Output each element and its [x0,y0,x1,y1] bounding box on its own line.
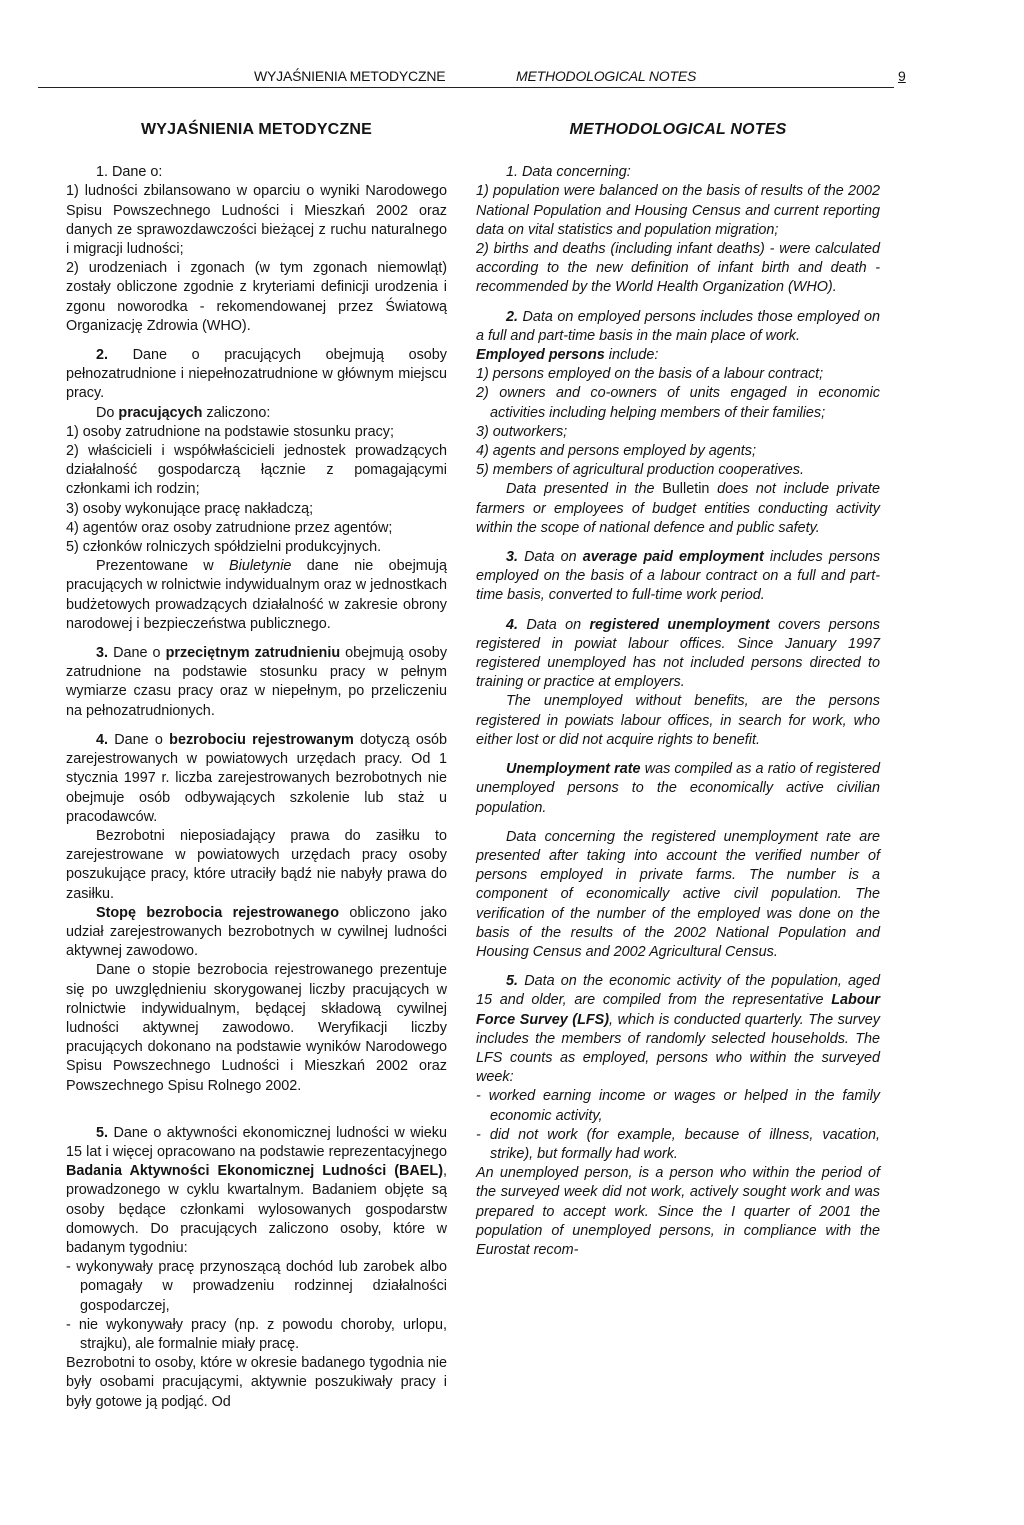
pl-s5-number: 5. [96,1124,109,1141]
pl-s4-b: dotyczą osób zarejestrowanych w powiatowych urzędach pracy. Od 1 stycznia 1997 r. liczba zarejestrowanych bezrobotnych nie obejmuje osób odbywających szkolenie lub staż u pracodawców. [66,731,448,825]
pl-s1-item1: 1) ludności zbilansowano w oparciu o wyniki Narodowego Spisu Powszechnego Ludności i Mieszkań 2002 oraz danych ze sprawozdawczości bieżącej z ruchu naturalnego i migracji ludności; [66,183,447,258]
section-heading-en: METHODOLOGICAL NOTES [569,121,787,138]
pl-s5-last: Bezrobotni to osoby, które w okresie badanego tygodnia nie były osobami pracującymi, aktywnie poszukiwały pracy i były gotowe ją podjąć. Od [66,1355,447,1410]
en-s2-rest: include: [608,347,659,364]
pl-s2-item1: 1) osoby zatrudnione na podstawie stosunku pracy; [66,423,394,440]
pl-s2-bold: pracujących [118,404,203,421]
pl-s3-a: Dane o [113,645,161,662]
en-s2-text: Data on employed persons includes those employed on a full and part-time basis in the main place of work. [476,308,881,344]
page-number: 9 [898,68,906,84]
en-s5-dash2: - did not work (for example, because of illness, vacation, strike), but formally had work. [476,1126,880,1162]
en-s1-item2: 2) births and deaths (including infant deaths) - were calculated according to the new definition of infant birth and death - recommended by the World Health Organization (WHO). [476,241,880,296]
pl-s3-b: obejmują osoby zatrudnione na podstawie stosunku pracy w pełnym wymiarze czasu pracy oraz w niepełnym, po przeliczeniu na pełnozatrudnionych. [66,645,448,719]
section-heading-pl: WYJAŚNIENIA METODYCZNE [140,121,373,138]
running-title-en: METHODOLOGICAL NOTES [516,68,697,84]
pl-s2-rest: zaliczono: [206,404,271,421]
pl-s5-dash2: - nie wykonywały pracy (np. z powodu choroby, urlopu, strajku), ale formalnie miały pracę. [66,1316,447,1352]
en-s2-item2: 2) owners and co-owners of units engaged in economic activities including helping members of their families; [476,385,880,421]
pl-s5-bold: Badania Aktywności Ekonomicznej Ludności (BAEL) [66,1163,443,1180]
en-s3-bold: average paid employment [582,549,764,566]
pl-s4-p3-rest: obliczono jako udział zarejestrowanych bezrobotnych w cywilnej ludności aktywnej zawodowo. [66,904,447,960]
en-s4-p3 [476,760,880,818]
page-header [38,66,906,90]
pl-s3-bold: przeciętnym zatrudnieniu [165,645,341,662]
en-s2-item3: 3) outworkers; [476,423,568,440]
pl-s5-dash1: - wykonywały pracę przynoszącą dochód lub zarobek albo pomagały w prowadzeniu rodzinnej działalności gospodarczej, [66,1259,447,1314]
pl-s4-para [66,731,447,827]
pl-s4-a: Dane o [114,731,163,748]
pl-s4-p3 [66,904,447,962]
en-s2-number: 2. [506,308,519,325]
en-s5-last: An unemployed person, is a person who within the period of the surveyed week did not work, actively sought work and was prepared to accept work. Since the I quarter of 2001 the population of unemployed persons, in compliance with the Eurostat recom- [476,1165,880,1258]
en-s2-presented [476,480,880,538]
pl-s2-item4: 4) agentów oraz osoby zatrudnione przez agentów; [66,519,393,536]
pl-s3-para [66,644,447,721]
pl-s1-intro: 1. Dane o: [96,164,163,181]
en-s4-para [476,616,880,693]
pl-s2-number: 2. [96,347,109,364]
pl-s4-p3-bold: Stopę bezrobocia rejestrowanego [96,904,340,921]
en-s2-para [476,308,880,346]
en-s4-b: covers persons registered in powiat labour offices. Since January 1997 registered unemployed has not included persons directed to training or practice at employers. [476,616,880,691]
en-s2-p-b: does not include private farmers or employees of budget entities conducting activity within the scope of national defence and public safety. [476,481,881,536]
pl-s5-a: Dane o aktywności ekonomicznej ludności w wieku 15 lat i więcej opracowano na podstawie reprezentacyjnego [66,1124,448,1160]
en-s2-bold: Employed persons [476,347,605,364]
pl-s2-presented [66,557,447,634]
pl-s2-para [66,346,447,404]
pl-s3-number: 3. [96,645,109,662]
en-s2-p-a: Data presented in the [506,481,655,498]
pl-s2-item5: 5) członków rolniczych spółdzielni produkcyjnych. [66,539,382,556]
en-s1-intro: 1. Data concerning: [506,164,631,181]
en-s5-para [476,972,880,1087]
en-s3-b: includes persons employed on the basis of a labour contract on a full and part-time basis, converted to full-time work period. [476,549,881,604]
en-s4-number: 4. [506,616,519,633]
pl-s1-item2: 2) urodzeniach i zgonach (w tym zgonach niemowląt) zostały obliczone zgodnie z kryteriami definicji urodzenia i zgonu noworodka - rekomendowanej przez Światową Organizację Zdrowia (WHO). [66,260,447,334]
pl-s2-item2: 2) właścicieli i współwłaścicieli jednostek prowadzących działalność gospodarczą łącznie z pomagającymi członkami ich rodzin; [66,443,447,498]
en-s3-a: Data on [524,549,577,566]
pl-s4-p2: Bezrobotni nieposiadający prawa do zasiłku to zarejestrowane w powiatowych urzędach pracy osoby poszukujące pracy, które utraciły bądź nie nabyły prawa do zasiłku. [66,827,447,902]
header-rule [38,87,894,88]
pl-s2-do: Do [96,404,115,421]
pl-s4-number: 4. [96,731,109,748]
en-s4-p4: Data concerning the registered unemployment rate are presented after taking into account the verified number of persons employed in private farms. The number is a component of economically active civil population. The verification of the number of the employed was done on the basis of the results of the 2002 National Population and Housing Census and 2002 Agricultural Census. [476,828,880,960]
en-s3-number: 3. [506,549,519,566]
en-s5-bold: Labour Force Survey (LFS) [476,992,881,1028]
polish-column [66,120,447,1412]
en-s1-item1: 1) population were balanced on the basis of results of the 2002 National Population and Housing Census and current reporting data on vital statistics and population migration; [476,183,880,238]
en-s4-a: Data on [526,616,582,633]
en-s2-item4: 4) agents and persons employed by agents; [476,443,756,460]
en-s5-dash1: - worked earning income or wages or helped in the family economic activity, [476,1088,880,1124]
en-s2-item1: 1) persons employed on the basis of a labour contract; [476,366,824,383]
pl-s2-p-italic: Biuletynie [229,558,292,575]
en-s2-include [476,346,880,365]
pl-s5-b: , prowadzonego w cyklu kwartalnym. Badaniem objęte są osoby będące członkami wylosowanych gospodarstw domowych. Do pracujących zaliczono osoby, które w badanym tygodniu: [66,1163,447,1256]
en-s5-number: 5. [506,973,519,990]
en-s4-bold: registered unemployment [589,616,770,633]
en-s3-para [476,548,880,606]
pl-s2-p-b: dane nie obejmują pracujących w rolnictwie indywidualnym oraz w jednostkach budżetowych prowadzących działalność w zakresie obrony narodowej i bezpieczeństwa publicznego. [66,558,447,632]
pl-s4-p4: Dane o stopie bezrobocia rejestrowanego prezentuje się po uwzględnieniu skorygowanej liczby pracujących w rolnictwie indywidualnym, będącej składową cywilnej ludności aktywnej zawodowo. Weryfikacji liczby pracujących dokonano na podstawie wyników Narodowego Spisu Powszechnego Ludności i Mieszkań 2002 oraz Powszechnego Spisu Rolnego 2002. [66,962,447,1094]
en-s4-p3-bold: Unemployment rate [506,761,641,778]
en-s4-p2: The unemployed without benefits, are the persons registered in powiats labour offices, in search for work, who either lost or did not acquire rights to benefit. [476,693,880,748]
pl-s2-text: Dane o pracujących obejmują osoby pełnozatrudnione i niepełnozatrudnione w głównym miejscu pracy. [66,347,447,402]
en-s5-b: , which is conducted quarterly. The survey includes the members of randomly selected households. The LFS counts as employed, persons who within the surveyed week: [476,1011,880,1086]
pl-s2-include [66,404,447,423]
en-s2-item5: 5) members of agricultural production cooperatives. [476,462,804,479]
en-s4-p3-rest: was compiled as a ratio of registered unemployed persons to the economically active civilian population. [476,761,881,816]
pl-s2-p-a: Prezentowane w [96,558,214,575]
pl-s4-bold: bezrobociu rejestrowanym [169,731,354,748]
pl-s2-item3: 3) osoby wykonujące pracę nakładczą; [66,500,314,517]
running-title-pl: WYJAŚNIENIA METODYCZNE [254,68,446,84]
en-s2-p-upright: Bulletin [662,481,710,498]
english-column [476,120,880,1260]
pl-s5-para [66,1124,447,1258]
en-s5-a: Data on the economic activity of the population, aged 15 and older, are compiled from the representative [476,973,881,1009]
